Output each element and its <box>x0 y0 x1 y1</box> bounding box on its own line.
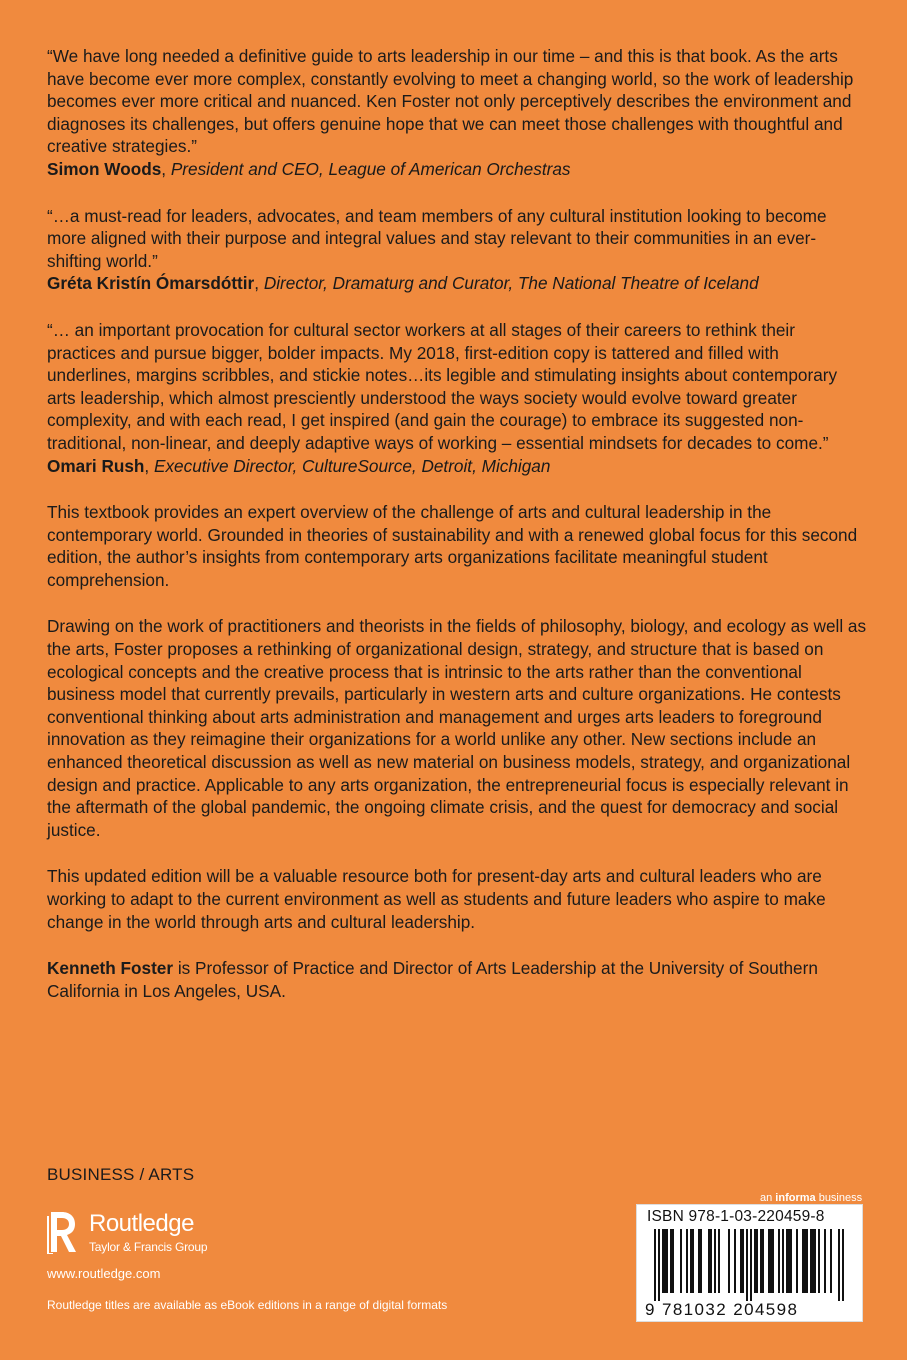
barcode-bar <box>728 1229 730 1293</box>
publisher-group: Taylor & Francis Group <box>89 1240 208 1254</box>
isbn-barcode <box>636 1204 863 1322</box>
routledge-logo-icon <box>47 1210 79 1254</box>
barcode-bar <box>680 1229 682 1293</box>
description-paragraph: This updated edition will be a valuable resource both for present-day arts and cultural leaders who are working to adapt to the current environment as well as students and future leaders who aspire to make change in the world through arts and cultural leadership. <box>47 866 826 932</box>
barcode-bar <box>768 1229 770 1293</box>
barcode-bar <box>824 1229 826 1293</box>
endorsement-quote: “We have long needed a definitive guide to arts leadership in our time – and this is that book. As the arts have become ever more complex, constantly evolving to meet a changing world, so the work of leadership becomes ever more critical and nuanced. Ken Foster not only perceptively describes the environment and diagnoses its challenges, but offers genuine hope that we can meet those challenges with thoughtful and creative strategies.” <box>47 46 854 157</box>
barcode-bar <box>786 1229 788 1293</box>
ebook-note: Routledge titles are available as eBook editions in a range of digital formats <box>47 1298 448 1312</box>
barcode-bar <box>806 1229 808 1293</box>
back-cover-text <box>47 45 867 1026</box>
endorser-role: Executive Director, CultureSource, Detroit, Michigan <box>153 455 551 476</box>
barcode-bar <box>790 1229 792 1293</box>
informa-tagline: an informa business <box>760 1192 863 1204</box>
barcode-bar <box>658 1229 660 1301</box>
barcode-bar <box>746 1229 748 1301</box>
barcode-bar <box>662 1229 664 1293</box>
barcode-bar <box>788 1229 790 1293</box>
barcode-bar <box>740 1229 742 1293</box>
endorser-role: Director, Dramaturg and Curator, The National Theatre of Iceland <box>263 273 759 294</box>
barcode-bar <box>698 1229 700 1293</box>
barcode-bar <box>750 1229 752 1301</box>
endorsement-2 <box>47 205 867 295</box>
barcode-bar <box>742 1229 744 1293</box>
barcode-bar <box>718 1229 720 1293</box>
isbn-label: ISBN 978-1-03-220459-8 <box>647 1208 825 1225</box>
barcode-bar <box>814 1229 816 1293</box>
barcode-bar <box>810 1229 812 1293</box>
barcode-bar <box>714 1229 716 1293</box>
endorser-name: Simon Woods <box>47 158 162 179</box>
barcode-bar <box>672 1229 674 1293</box>
barcode-bar <box>842 1229 844 1301</box>
endorsement-attribution: Omari Rush, Executive Director, CultureSource, Detroit, Michigan <box>47 455 551 476</box>
barcode-bar <box>756 1229 758 1293</box>
barcode-bar <box>708 1229 710 1293</box>
barcode-bar <box>670 1229 672 1293</box>
author-bio <box>47 957 867 1002</box>
barcode-digits: 9 781032 204598 <box>645 1300 799 1319</box>
endorser-name: Gréta Kristín Ómarsdóttir <box>47 273 255 294</box>
barcode-bar <box>762 1229 764 1293</box>
barcode-bar <box>760 1229 762 1293</box>
barcode-bar <box>754 1229 756 1293</box>
barcode-bar <box>796 1229 798 1293</box>
barcode-bar <box>664 1229 666 1293</box>
endorsement-attribution: Gréta Kristín Ómarsdóttir, Director, Dramaturg and Curator, The National Theatre of Iceland <box>47 273 759 294</box>
description-paragraph: Drawing on the work of practitioners and theorists in the fields of philosophy, biology, and ecology as well as the arts, Foster proposes a rethinking of organizational design, strategy, and structure that is based on ecological concepts and the creative process that is intrinsic to the arts rather than the conventional business model that currently prevails, particularly in western arts and culture organizations. He contests conventional thinking about arts administration and management and urges arts leaders to foreground innovation as they reimagine their organizations for a world unlike any other. New sections include an enhanced theoretical discussion as well as new material on business models, strategy, and organizational design and practice. Applicable to any arts organization, the entrepreneurial focus is especially relevant in the aftermath of the global pandemic, the ongoing climate crisis, and the quest for democracy and social justice. <box>47 616 867 840</box>
barcode-bar <box>770 1229 772 1293</box>
barcode-bar <box>690 1229 692 1293</box>
subject-category: BUSINESS / ARTS <box>47 1165 195 1184</box>
author-name: Kenneth Foster <box>47 958 174 979</box>
barcode-bar <box>710 1229 712 1293</box>
publisher-url[interactable]: www.routledge.com <box>47 1266 161 1281</box>
endorser-name: Omari Rush <box>47 455 145 476</box>
endorsement-3 <box>47 319 867 477</box>
barcode-bars <box>642 1229 856 1301</box>
barcode-bar <box>782 1229 784 1293</box>
barcode-bar <box>802 1229 804 1293</box>
description-paragraph: This textbook provides an expert overview of the challenge of arts and cultural leadership in the contemporary world. Grounded in theories of sustainability and with a renewed global focus for this second edition, the author’s insights from contemporary arts organizations facilitate meaningful student comprehension. <box>47 502 858 590</box>
barcode-bar <box>830 1229 832 1293</box>
barcode-bar <box>666 1229 668 1293</box>
endorsement-quote: “…a must-read for leaders, advocates, and team members of any cultural institution looking to become more aligned with their purpose and integral values and stay relevant to their communities in an ever-shifting world.” <box>47 205 827 271</box>
description-1 <box>47 501 867 591</box>
barcode-bar <box>812 1229 814 1293</box>
endorser-role: President and CEO, League of American Orchestras <box>170 158 571 179</box>
publisher-name: Routledge <box>89 1210 194 1237</box>
endorsement-quote: “… an important provocation for cultural sector workers at all stages of their careers to rethink their practices and pursue bigger, bolder impacts. My 2018, first-edition copy is tattered and filled with underlines, margins scribbles, and stickie notes…its legible and stimulating insights about contemporary arts leadership, which almost presciently understood the ways society would evolve toward greater complexity, and with each read, I get inspired (and gain the courage) to embrace its suggested non-traditional, non-linear, and deeply adaptive ways of working – essential mindsets for decades to come.” <box>47 319 838 453</box>
endorsement-attribution: Simon Woods, President and CEO, League of American Orchestras <box>47 158 571 179</box>
barcode-bar <box>838 1229 840 1301</box>
author-bio-text: is Professor of Practice and Director of Arts Leadership at the University of Southern California in Los Angeles, USA. <box>47 958 818 1001</box>
barcode-bar <box>818 1229 820 1293</box>
barcode-bar <box>772 1229 774 1293</box>
description-2 <box>47 615 867 841</box>
barcode-bar <box>654 1229 656 1301</box>
informa-brand: informa <box>775 1192 816 1204</box>
barcode-bar <box>686 1229 688 1293</box>
barcode-bar <box>804 1229 806 1293</box>
barcode-bar <box>692 1229 694 1293</box>
description-3 <box>47 865 867 933</box>
barcode-bar <box>700 1229 702 1293</box>
endorsement-1 <box>47 45 867 181</box>
barcode-bar <box>778 1229 780 1293</box>
barcode-bar <box>734 1229 736 1293</box>
